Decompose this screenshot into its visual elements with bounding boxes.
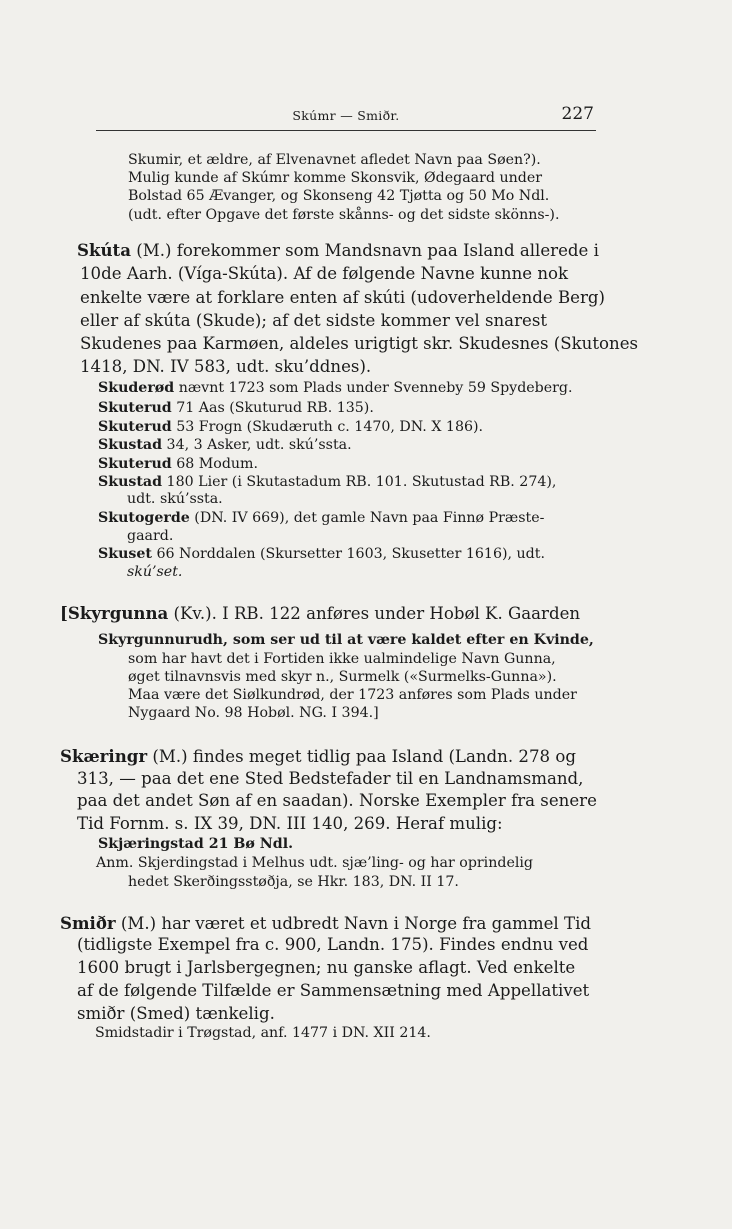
place-entry: Skuderød nævnt 1723 som Plads under Svenneby 59 Spydeberg. bbox=[98, 380, 573, 396]
place-entry: Skustad 34, 3 Asker, udt. skú’ssta. bbox=[98, 437, 352, 453]
text-line: enkelte være at forklare enten af skúti (udoverheldende Berg) bbox=[80, 288, 606, 307]
text-line: (tidligste Exempel fra c. 900, Landn. 175). Findes endnu ved bbox=[77, 935, 589, 954]
place-entry: Skutogerde (DN. IV 669), det gamle Navn paa Finnø Præste- bbox=[98, 510, 545, 526]
entry-headword: Smiðr bbox=[60, 913, 116, 933]
text-line: Skumir, et ældre, af Elvenavnet afledet Navn paa Søen?). bbox=[128, 152, 541, 168]
text-line: eller af skúta (Skude); af det sidste kommer vel snarest bbox=[80, 311, 547, 330]
page-number: 227 bbox=[561, 104, 594, 124]
entry-headword: Skúta bbox=[77, 240, 131, 260]
place-entry-cont: skú’set. bbox=[127, 564, 183, 580]
text-line: paa det andet Søn af en saadan). Norske Exempler fra senere bbox=[77, 791, 597, 810]
place-entry: Skuterud 68 Modum. bbox=[98, 456, 259, 472]
entry-headword: [Skyrgunna bbox=[60, 603, 169, 623]
entry-first-line: Skæringr (M.) findes meget tidlig paa Island (Landn. 278 og bbox=[60, 746, 576, 766]
text-line: øget tilnavnsvis med skyr n., Surmelk («Surmelks-Gunna»). bbox=[128, 669, 557, 685]
text-line: Skyrgunnurudh, som ser ud til at være kaldet efter en Kvinde, bbox=[98, 632, 594, 648]
text-line: Anm. Skjerdingstad i Melhus udt. sjæ’ling- og har oprindelig bbox=[96, 855, 533, 871]
running-header bbox=[96, 104, 596, 134]
text-line: Nygaard No. 98 Hobøl. NG. I 394.] bbox=[128, 705, 379, 721]
place-entry: Skuterud 71 Aas (Skuturud RB. 135). bbox=[98, 400, 374, 416]
header-rule bbox=[96, 130, 596, 131]
place-entry: Skustad 180 Lier (i Skutastadum RB. 101. Skutustad RB. 274), bbox=[98, 474, 557, 490]
entry-first-line: Smiðr (M.) har været et udbredt Navn i Norge fra gammel Tid bbox=[60, 913, 592, 933]
text-line: Maa være det Siølkundrød, der 1723 anføres som Plads under bbox=[128, 687, 577, 703]
text-line: Skjæringstad 21 Bø Ndl. bbox=[98, 836, 294, 852]
text-line: Skudenes paa Karmøen, aldeles urigtigt skr. Skudesnes (Skutones bbox=[80, 334, 639, 353]
text-line: som har havt det i Fortiden ikke ualmindelige Navn Gunna, bbox=[128, 651, 556, 667]
running-title: Skúmr — Smiðr. bbox=[292, 108, 400, 123]
text-line: 10de Aarh. (Víga-Skúta). Af de følgende Navne kunne nok bbox=[80, 264, 569, 283]
place-entry: Skuset 66 Norddalen (Skursetter 1603, Skusetter 1616), udt. bbox=[98, 546, 545, 562]
entry-first-line: [Skyrgunna (Kv.). I RB. 122 anføres under Hobøl K. Gaarden bbox=[60, 603, 581, 623]
place-entry-cont: udt. skú’ssta. bbox=[127, 491, 223, 507]
text-line: Mulig kunde af Skúmr komme Skonsvik, Ødegaard under bbox=[128, 170, 543, 186]
text-line: 313, — paa det ene Sted Bedstefader til en Landnamsmand, bbox=[77, 769, 584, 788]
entry-headword: Skæringr bbox=[60, 746, 148, 766]
place-entry-cont: gaard. bbox=[127, 528, 174, 544]
entry-first-line: Skúta (M.) forekommer som Mandsnavn paa Island allerede i bbox=[77, 240, 599, 260]
place-entry: Skuterud 53 Frogn (Skudæruth c. 1470, DN. X 186). bbox=[98, 419, 484, 435]
text-line: Bolstad 65 Ævanger, og Skonseng 42 Tjøtta og 50 Mo Ndl. bbox=[128, 188, 550, 204]
text-line: Smidstadir i Trøgstad, anf. 1477 i DN. XII 214. bbox=[95, 1025, 431, 1041]
text-line: af de følgende Tilfælde er Sammensætning med Appellativet bbox=[77, 981, 590, 1000]
text-line: 1600 brugt i Jarlsbergegnen; nu ganske aflagt. Ved enkelte bbox=[77, 958, 576, 977]
text-line: smiðr (Smed) tænkelig. bbox=[77, 1004, 275, 1023]
text-line: hedet Skerðingsstøðja, se Hkr. 183, DN. II 17. bbox=[128, 874, 459, 890]
text-line: Tid Fornm. s. IX 39, DN. III 140, 269. Heraf mulig: bbox=[77, 814, 503, 833]
text-line: (udt. efter Opgave det første skånns- og det sidste skönns-). bbox=[128, 207, 560, 223]
text-line: 1418, DN. IV 583, udt. sku’ddnes). bbox=[80, 357, 372, 376]
